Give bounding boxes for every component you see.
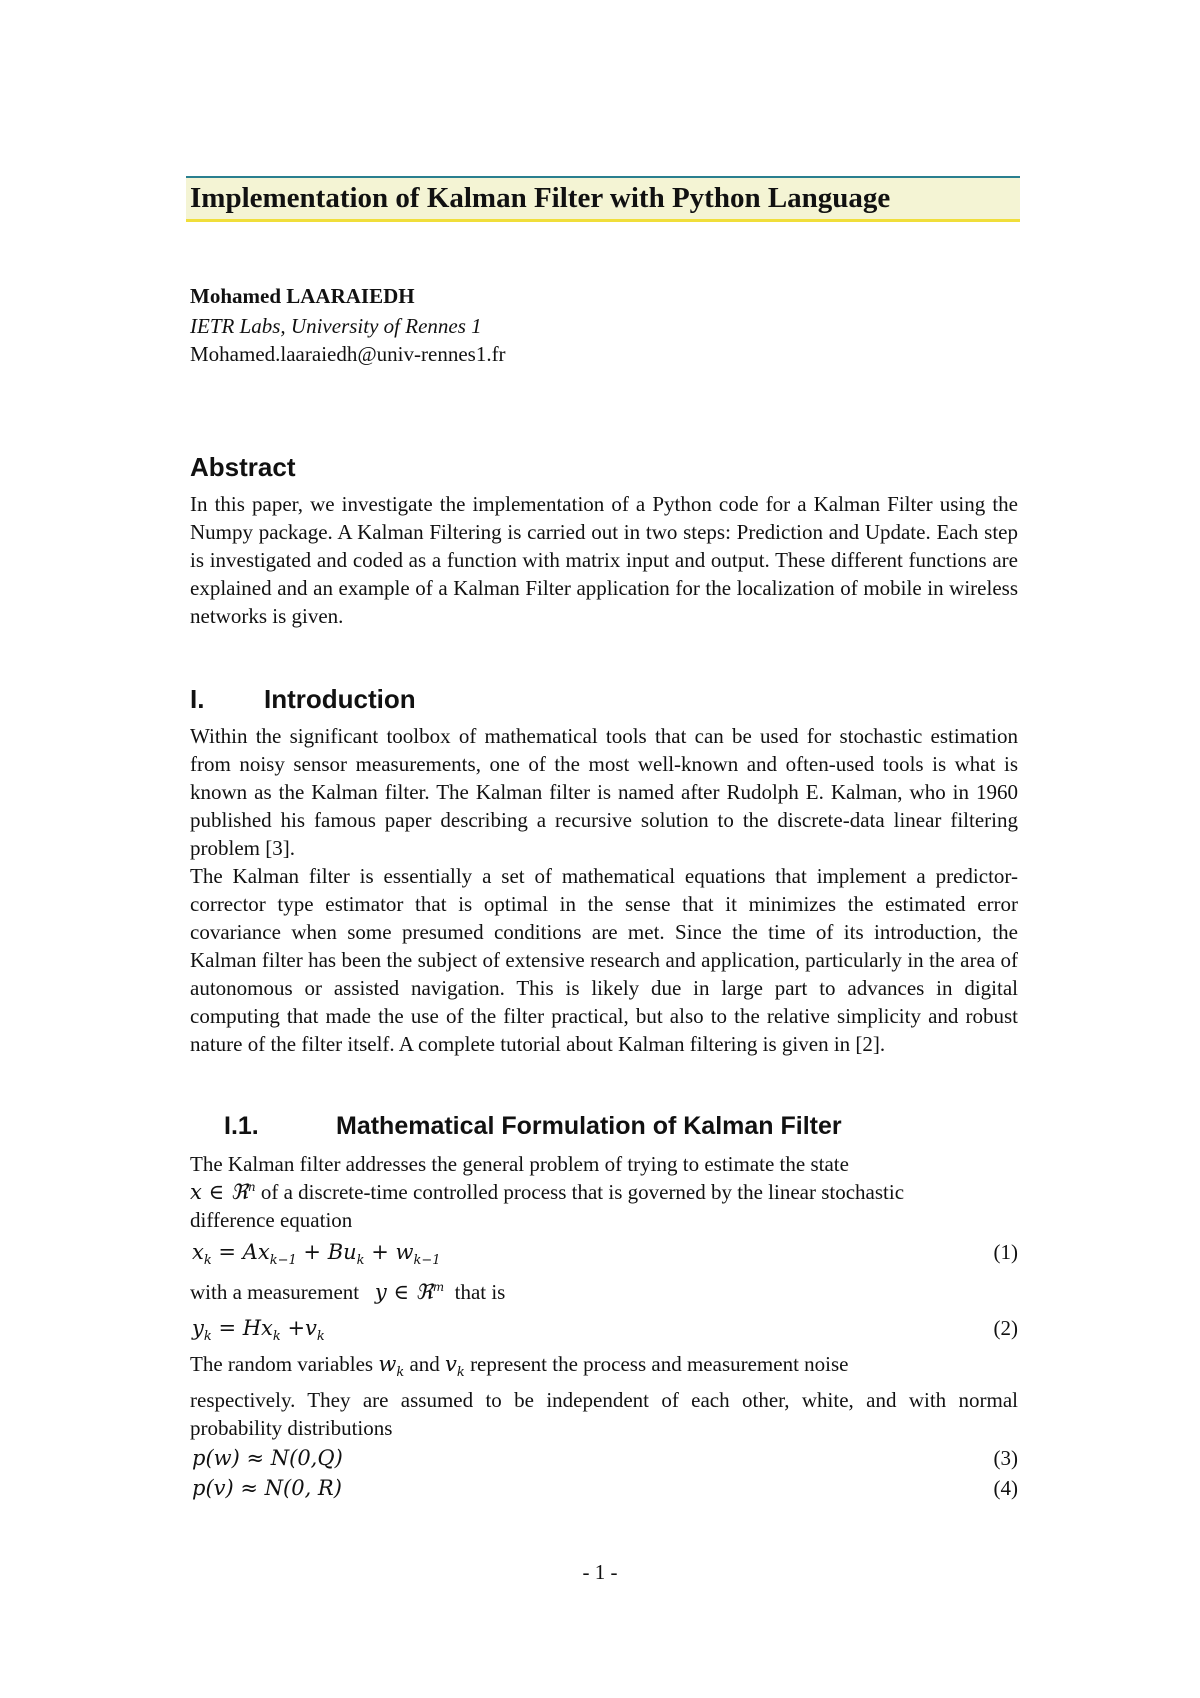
abstract-text: In this paper, we investigate the implementation of a Python code for a Kalman Filter using the Numpy package. A Kalman Filtering is carried out in two steps: Prediction and Update. Each step is investigated and coded as a function with matrix input and output. These different functions are explained and an example of a Kalman Filter application for the localization of mobile in wireless networks is given. bbox=[190, 492, 1018, 628]
intro-paragraph-1: Within the significant toolbox of mathematical tools that can be used for stochastic estimation from noisy sensor measurements, one of the most well-known and often-used tools is what is known as the Kalman filter. The Kalman filter is named after Rudolph E. Kalman, who in 1960 published his famous paper describing a recursive solution to the discrete-data linear filtering problem [3]. bbox=[190, 724, 1018, 860]
state-space-math: x ∈ ℜ$^n$ bbox=[190, 1180, 256, 1204]
measurement-space-math: y ∈ ℜ$^m$ bbox=[374, 1280, 445, 1304]
section-1-1-line-1: The Kalman filter addresses the general problem of trying to estimate the state bbox=[190, 1152, 849, 1176]
equation-3-number: (3) bbox=[993, 1446, 1018, 1470]
equation-2-formula: $y_k = Hx_k +v_k$ bbox=[192, 1316, 325, 1345]
equation-1-number: (1) bbox=[993, 1240, 1018, 1264]
random-variables-line: The random variables $w_k$ and $v_k$ represent the process and measurement noise bbox=[190, 1352, 849, 1381]
equation-4-formula: p(v) ≈ N(0, R) bbox=[192, 1476, 342, 1500]
measurement-line: with a measurement y ∈ ℜ$^m$ that is bbox=[190, 1280, 506, 1304]
intro-number: I. bbox=[190, 684, 205, 714]
author-email: Mohamed.laaraiedh@univ-rennes1.fr bbox=[190, 342, 506, 366]
random-variables-text: respectively. They are assumed to be independent of each other, white, and with normal probability distributions bbox=[190, 1388, 1018, 1440]
equation-2-number: (2) bbox=[993, 1316, 1018, 1340]
section-1-1-line-3: difference equation bbox=[190, 1208, 353, 1232]
author-affiliation: IETR Labs, University of Rennes 1 bbox=[190, 314, 482, 338]
title-box bbox=[186, 176, 1020, 222]
equation-4 bbox=[192, 1476, 1020, 1506]
page-number: - 1 - bbox=[582, 1560, 618, 1584]
state-space-text: of a discrete-time controlled process that is governed by the linear stochastic bbox=[260, 1180, 905, 1204]
equation-1 bbox=[192, 1240, 1020, 1270]
author-name: Mohamed LAARAIEDH bbox=[190, 284, 415, 308]
paper-title: Implementation of Kalman Filter with Python Language bbox=[190, 182, 891, 214]
intro-paragraph-2: The Kalman filter is essentially a set of mathematical equations that implement a predictor-corrector type estimator that is optimal in the sense that it minimizes the estimated error covariance when some presumed conditions are met. Since the time of its introduction, the Kalman filter has been the subject of extensive research and application, particularly in the area of autonomous or assisted navigation. This is likely due in large part to advances in digital computing that made the use of the filter practical, but also to the relative simplicity and robust nature of the filter itself. A complete tutorial about Kalman filtering is given in [2]. bbox=[190, 864, 1018, 1056]
abstract-heading: Abstract bbox=[190, 452, 296, 482]
equation-4-number: (4) bbox=[993, 1476, 1018, 1500]
equation-2 bbox=[192, 1316, 1020, 1346]
intro-heading: Introduction bbox=[264, 684, 416, 714]
equation-3 bbox=[192, 1446, 1020, 1476]
equation-1-formula: $x_k = Ax_{k-1} + Bu_k + w_{k-1}$ bbox=[192, 1240, 441, 1269]
equation-3-formula: p(w) ≈ N(0,Q) bbox=[192, 1446, 343, 1470]
section-1-1-number: I.1. bbox=[224, 1112, 259, 1140]
section-1-1-heading: Mathematical Formulation of Kalman Filter bbox=[336, 1112, 842, 1140]
section-1-1-line-2 bbox=[190, 1180, 1018, 1205]
